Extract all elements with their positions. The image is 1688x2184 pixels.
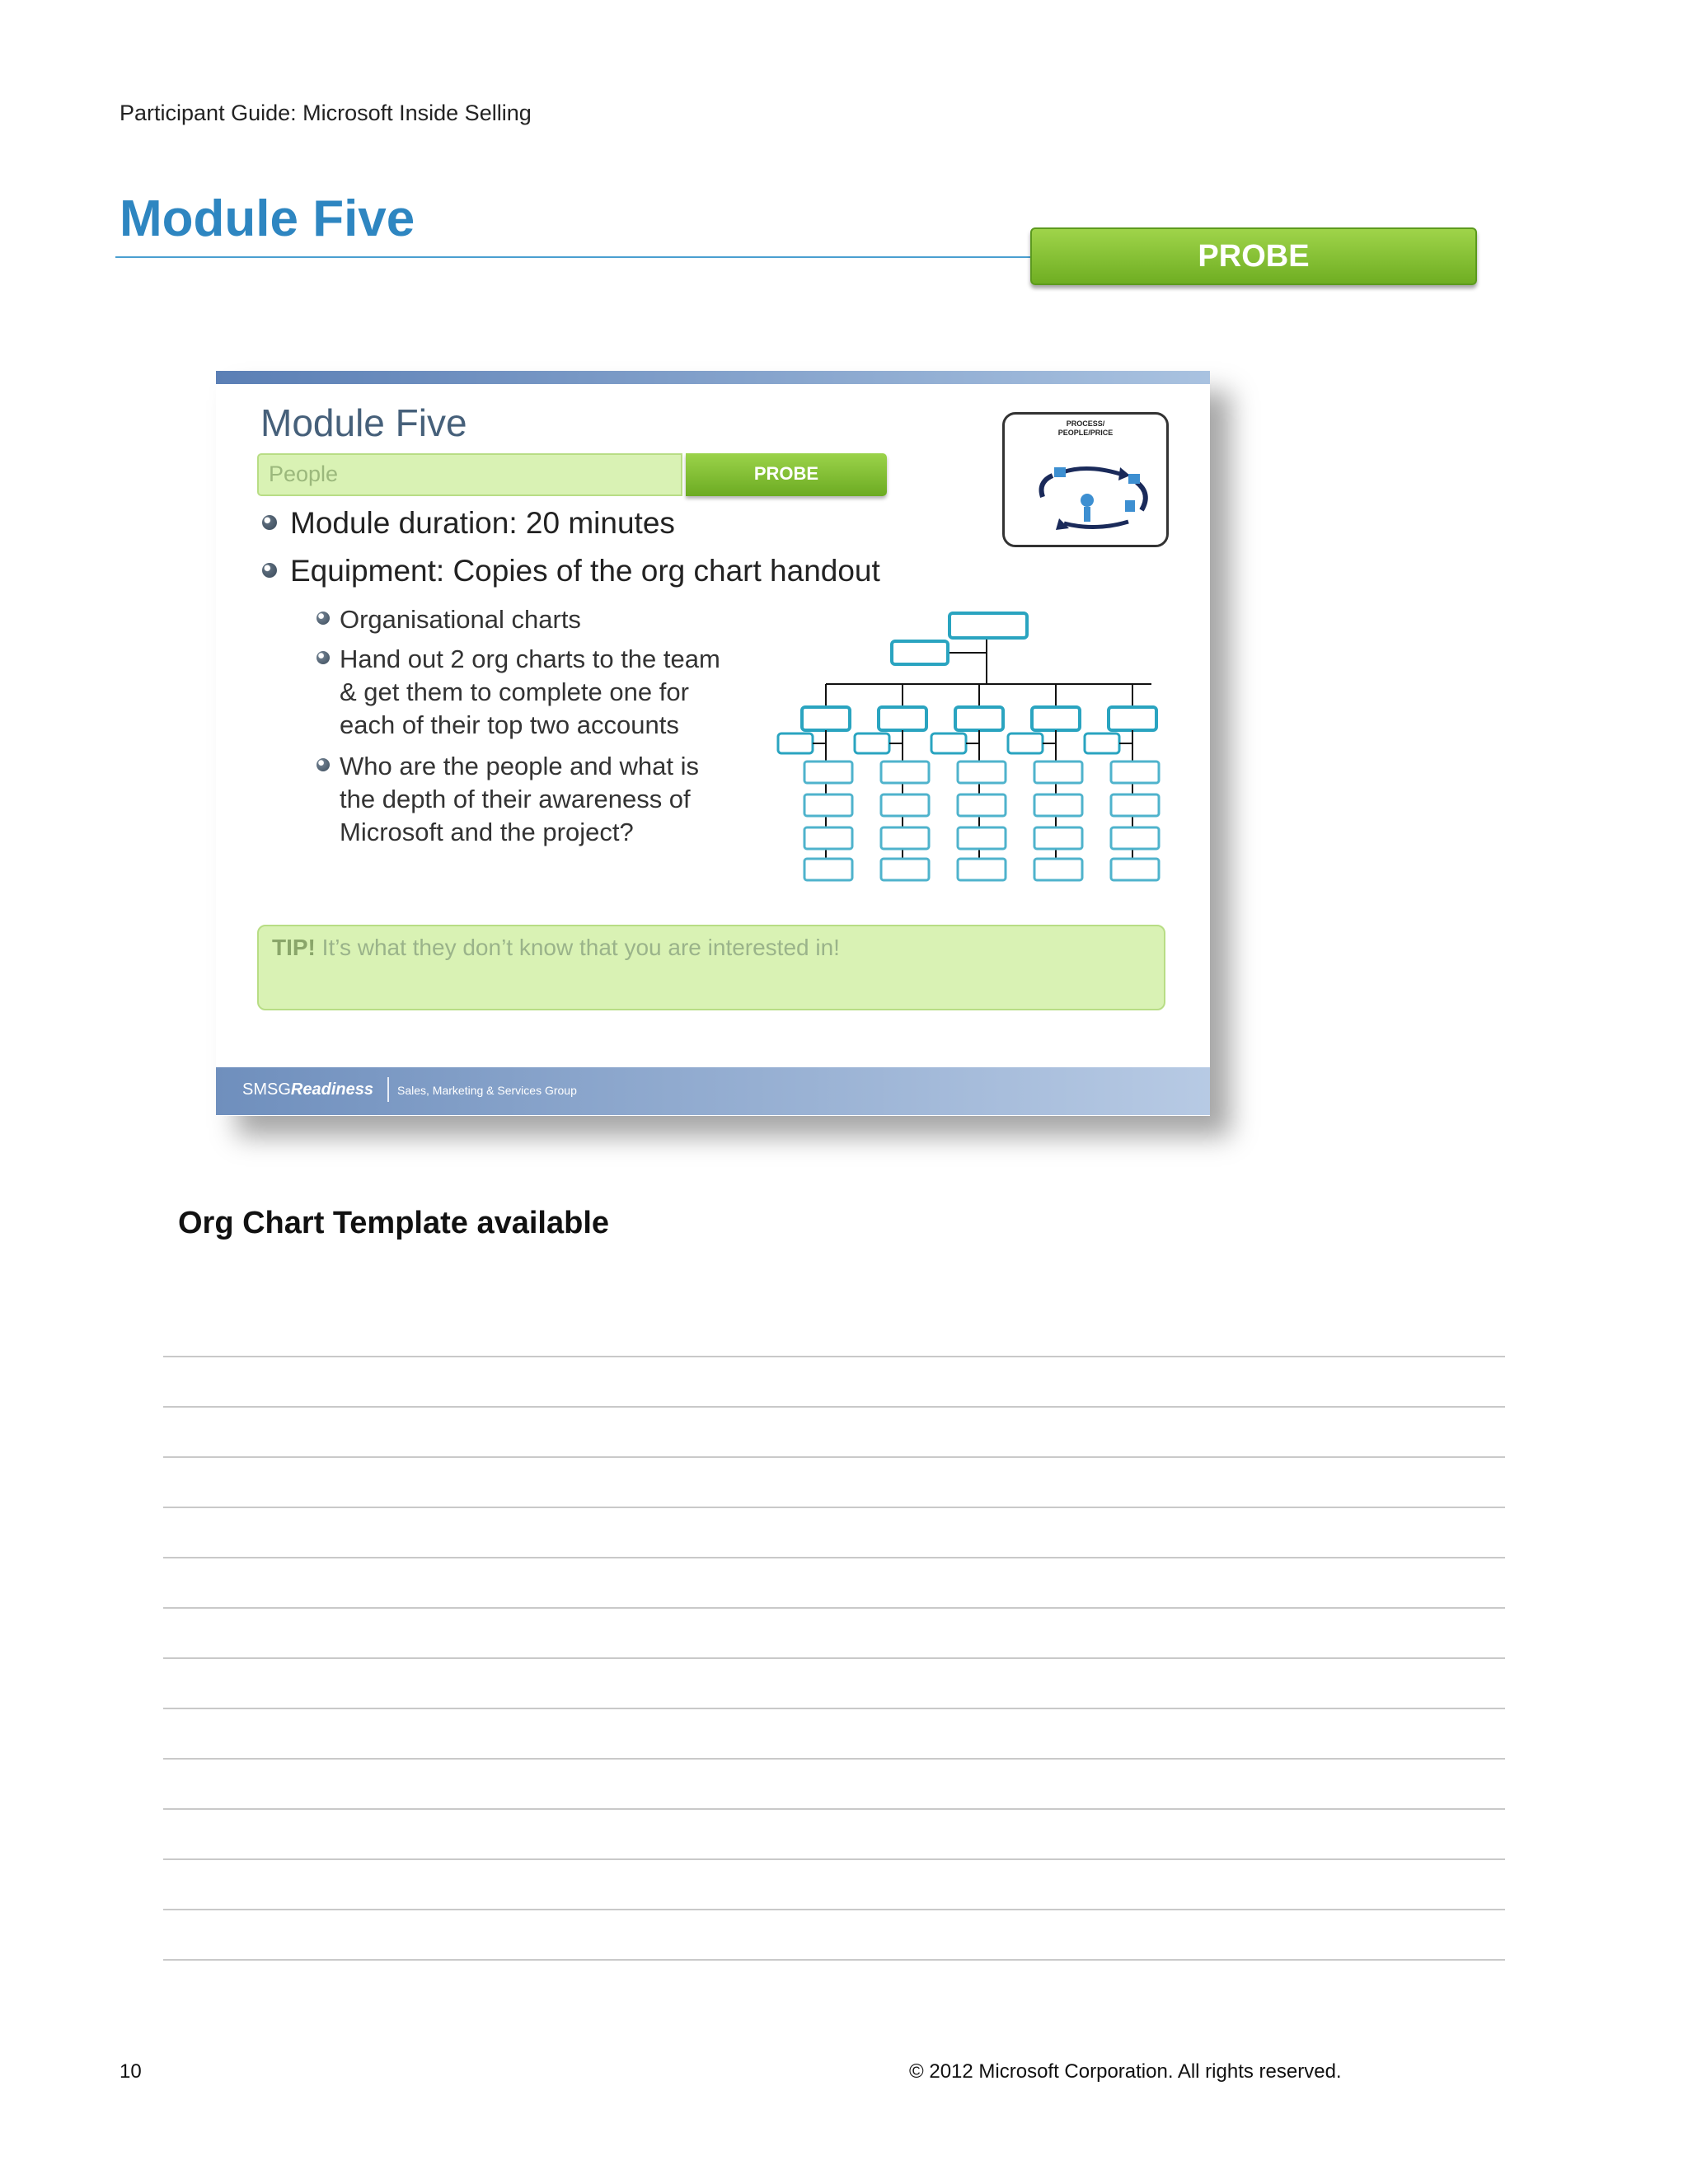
org-box [958, 859, 1006, 880]
footer-divider [387, 1077, 389, 1102]
org-box [1034, 762, 1082, 783]
note-line [163, 1858, 1505, 1860]
caption: Org Chart Template available [178, 1206, 610, 1240]
cycle-label-line2: PEOPLE/PRICE [1057, 429, 1114, 437]
org-box [881, 859, 929, 880]
sub-bullet-icon [316, 651, 330, 664]
org-box [778, 733, 813, 753]
org-box [931, 733, 966, 753]
bullet-equipment: Equipment: Copies of the org chart handout [262, 554, 880, 588]
note-line [163, 1607, 1505, 1609]
org-box [1034, 794, 1082, 816]
bullet-duration: Module duration: 20 minutes [262, 506, 675, 541]
org-box [804, 794, 852, 816]
org-box [955, 707, 1003, 730]
note-line [163, 1557, 1505, 1558]
org-box [1008, 733, 1043, 753]
footer-brand: SMSGReadiness [242, 1080, 373, 1099]
tip-box [257, 925, 1165, 1010]
footer-group: Sales, Marketing & Services Group [397, 1084, 577, 1097]
org-box [1111, 859, 1159, 880]
cycle-arrows-icon [1005, 415, 1166, 545]
org-box [1111, 794, 1159, 816]
sub-bullet-org-charts: Organisational charts [340, 603, 581, 636]
org-box [958, 762, 1006, 783]
org-box [879, 707, 926, 730]
process-cycle-diagram [1002, 412, 1169, 547]
org-box [881, 762, 929, 783]
org-box [804, 859, 852, 880]
note-line [163, 1708, 1505, 1709]
org-box [1034, 859, 1082, 880]
sub-bullet-icon [316, 612, 330, 625]
sub-bullet-who: Who are the people and what is the depth of their awareness of Microsoft and the project? [340, 750, 699, 849]
org-box [804, 827, 852, 849]
org-box [958, 794, 1006, 816]
note-line [163, 1356, 1505, 1357]
cycle-label-line1: PROCESS/ [1066, 419, 1105, 428]
note-line [163, 1959, 1505, 1961]
people-label: People [269, 462, 339, 486]
note-line [163, 1758, 1505, 1760]
tip-label: TIP! [272, 935, 316, 960]
bullet-icon [262, 563, 277, 578]
note-line [163, 1657, 1505, 1659]
org-box [881, 827, 929, 849]
org-box [1109, 707, 1156, 730]
org-chart-diagram [776, 610, 1164, 882]
org-box [855, 733, 889, 753]
org-box [1111, 762, 1159, 783]
org-box [1034, 827, 1082, 849]
slide-probe-badge: PROBE [686, 453, 887, 496]
sub-bullet-hand-out: Hand out 2 org charts to the team & get them to complete one for each of their top two accounts [340, 643, 720, 742]
bullet-icon [262, 515, 277, 530]
note-line [163, 1909, 1505, 1910]
org-box [1111, 827, 1159, 849]
guide-header: Participant Guide: Microsoft Inside Selling [120, 101, 532, 125]
org-box [802, 707, 850, 730]
page-title: Module Five [120, 190, 415, 247]
copyright: © 2012 Microsoft Corporation. All rights reserved. [909, 2060, 1342, 2083]
tip-text: It’s what they don’t know that you are interested in! [315, 935, 840, 960]
org-box [804, 762, 852, 783]
page-number: 10 [120, 2060, 142, 2083]
org-box [958, 827, 1006, 849]
sub-bullet-icon [316, 758, 330, 771]
slide-image [216, 371, 1210, 1116]
probe-banner: PROBE [1030, 227, 1477, 285]
people-section-bar [257, 453, 682, 496]
title-rule [115, 256, 1034, 258]
note-line [163, 1456, 1505, 1458]
note-line [163, 1507, 1505, 1508]
slide-top-bar [216, 371, 1210, 384]
org-box [881, 794, 929, 816]
org-box [1085, 733, 1119, 753]
slide-title: Module Five [260, 401, 467, 444]
note-line [163, 1406, 1505, 1408]
org-box [1032, 707, 1080, 730]
note-line [163, 1808, 1505, 1810]
slide-footer-bar [216, 1067, 1210, 1115]
